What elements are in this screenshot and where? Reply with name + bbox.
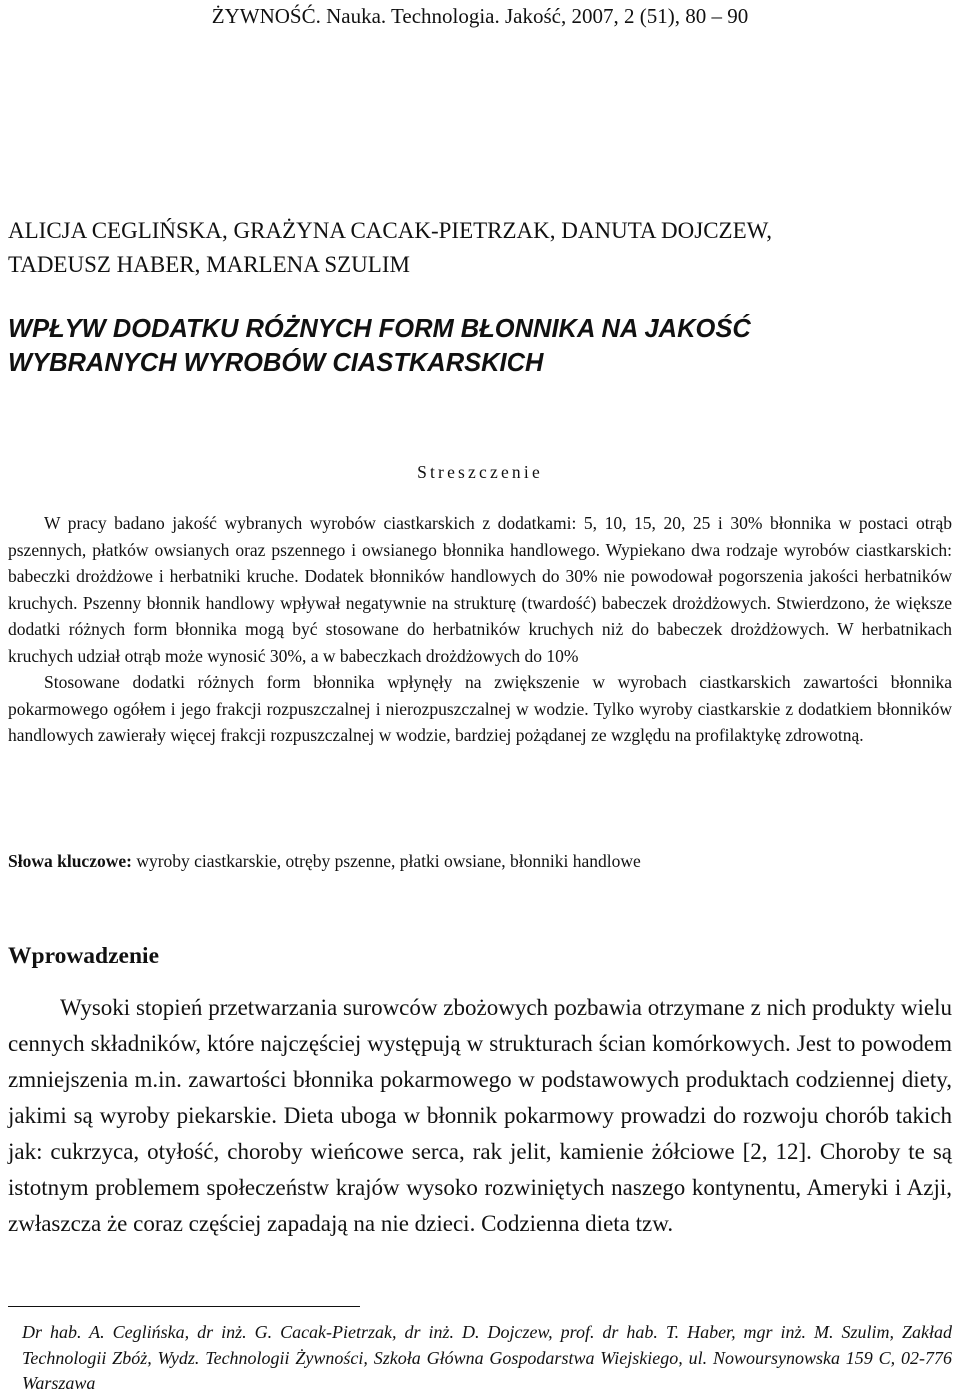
authors-line-2: TADEUSZ HABER, MARLENA SZULIM [8,252,410,277]
title-line-2: WYBRANYCH WYROBÓW CIASTKARSKICH [8,349,544,377]
article-title [8,312,954,380]
keywords [8,848,952,874]
abstract-paragraph-1: W pracy badano jakość wybranych wyrobów ciastkarskich z dodatkami: 5, 10, 15, 20, 25 i 30% błonnika w postaci otrąb pszennych, płatków owsianych oraz pszennego i owsianego błonnika handlowego. Wypiekano dwa rodzaje wyrobów ciastkarskich: babeczki drożdżowe i herbatniki kruche. Dodatek błonników handlowych do 30% nie powodował pogorszenia jakości herbatników kruchych. Pszenny błonnik handlowy wpływał negatywnie na strukturę (twardość) babeczek drożdżowych. Stwierdzono, że większe dodatki różnych form błonnika mogą być stosowane do herbatników kruchych niż do babeczek drożdżowych. W herbatnikach kruchych udział otrąb może wynosić 30%, a w babeczkach drożdżowych do 10% [8,513,952,666]
keywords-label: Słowa kluczowe: [8,851,132,871]
introduction-paragraph: Wysoki stopień przetwarzania surowców zbożowych pozbawia otrzymane z nich produkty wielu cennych składników, które najczęściej występują w strukturach ścian komórkowych. Jest to powodem zmniejszenia m.in. zawartości błonnika pokarmowego w podstawowych produktach codziennej diety, jakimi są wyroby piekarskie. Dieta uboga w błonnik pokarmowy prowadzi do rozwoju chorób takich jak: cukrzyca, otyłość, choroby wieńcowe serca, rak jelit, kamienie żółciowe [2, 12]. Choroby te są istotnym problemem społeczeństw krajów wysoko rozwiniętych naszego kontynentu, Ameryki i Azji, zwłaszcza że coraz częściej zapadają na nie dzieci. Codzienna dieta tzw. [8,995,952,1236]
author-list [8,214,954,282]
keywords-text: wyroby ciastkarskie, otręby pszenne, płatki owsiane, błonniki handlowe [131,851,641,871]
abstract-paragraph-2: Stosowane dodatki różnych form błonnika wpłynęły na zwiększenie w wyrobach ciastkarskich zawartości błonnika pokarmowego ogółem i jego frakcji rozpuszczalnej i nierozpuszczalnej w wodzie. Tylko wyroby ciastkarskie z dodatkiem błonników handlowych zawierały więcej frakcji rozpuszczalnej w wodzie, bardziej pożądanej ze względu na profilaktykę zdrowotną. [8,672,952,745]
section-heading-introduction: Wprowadzenie [8,943,160,969]
abstract-body [8,510,952,749]
abstract-heading: Streszczenie [417,462,543,482]
author-affiliation-footnote: Dr hab. A. Ceglińska, dr inż. G. Cacak-Pietrzak, dr inż. D. Dojczew, prof. dr hab. T. Haber, mgr inż. M. Szulim, Zakład Technologii Zbóż, Wydz. Technologii Żywności, Szkoła Główna Gospodarstwa Wiejskiego, ul. Nowoursynowska 159 C, 02-776 Warszawa [22,1322,952,1393]
introduction-body [8,990,952,1242]
footnote-divider [8,1306,360,1307]
title-line-1: WPŁYW DODATKU RÓŻNYCH FORM BŁONNIKA NA JAKOŚĆ [8,315,751,343]
running-header: ŻYWNOŚĆ. Nauka. Technologia. Jakość, 2007, 2 (51), 80 – 90 [211,4,749,28]
authors-line-1: ALICJA CEGLIŃSKA, GRAŻYNA CACAK-PIETRZAK, DANUTA DOJCZEW, [8,218,772,243]
